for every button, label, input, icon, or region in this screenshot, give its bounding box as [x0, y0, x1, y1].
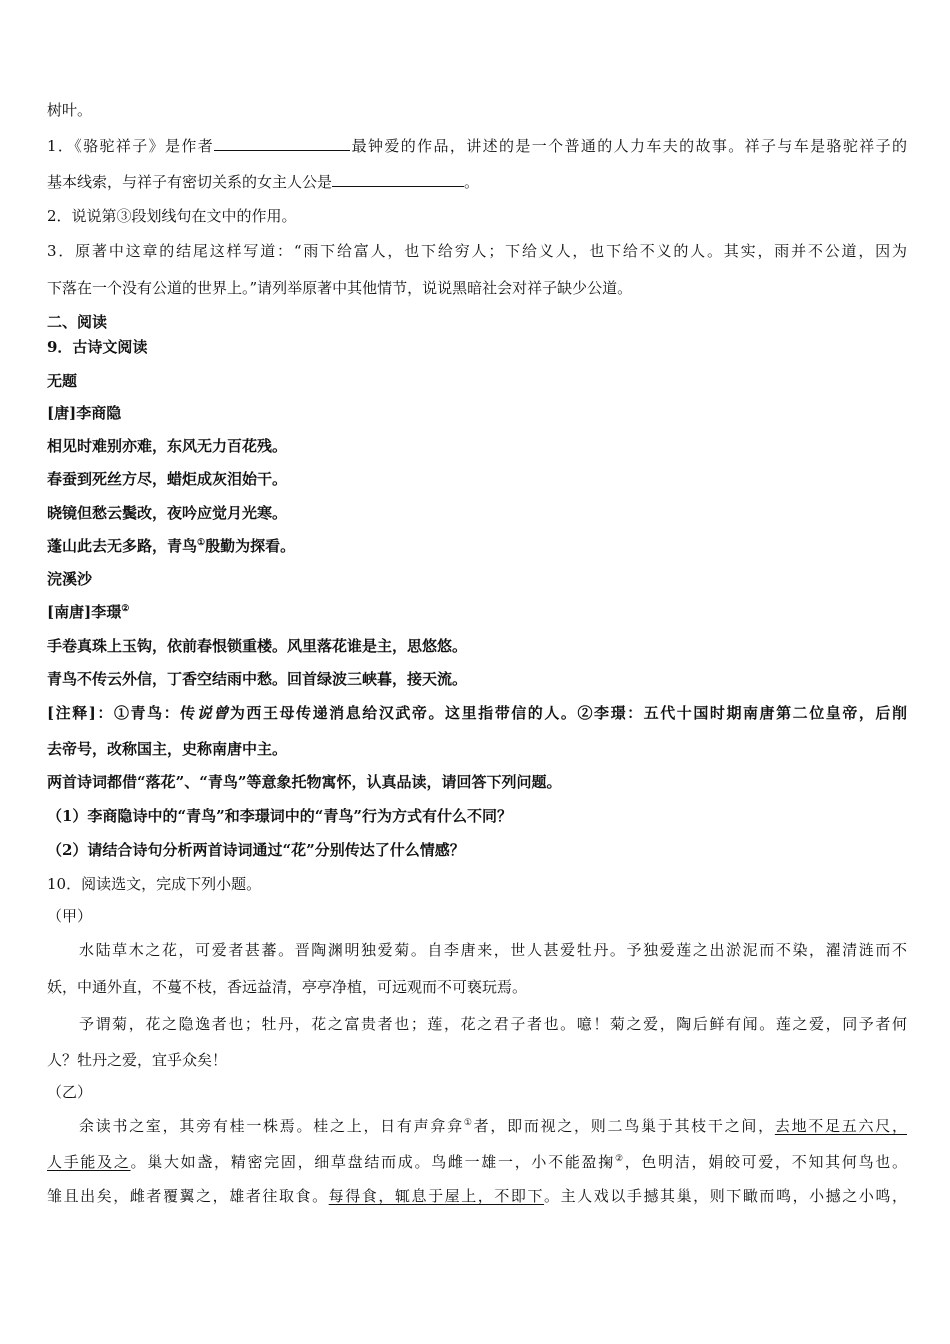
- passage-jia-p1-line2: 妖，中通外直，不蔓不枝，香远益清，亭亭净植，可远观而不可亵玩焉。: [47, 978, 528, 996]
- instruction: 两首诗词都借“落花”、“青鸟”等意象托物寓怀，认真品读，请回答下列问题。: [47, 773, 562, 791]
- poem1-line: 春蚕到死丝方尽，蜡炬成灰泪始干。: [47, 470, 288, 488]
- poem1-line: 晓镜但愁云鬓改，夜吟应觉月光寒。: [47, 504, 288, 522]
- poem1-line: 相见时难别亦难，东风无力百花残。: [47, 437, 288, 455]
- answer-blank-author[interactable]: [214, 136, 350, 151]
- passage-yi-line2: 人手能及之。巢大如盏，精密完固，细草盘结而成。鸟雌一雄一，小不能盈掬②，色明洁，娟皎可爱，不知其何鸟也。: [47, 1153, 907, 1171]
- passage-jia-p2-line1: 予谓菊，花之隐逸者也；牡丹，花之富贵者也；莲，花之君子者也。噫！菊之爱，陶后鲜有闻。莲之爱，同予者何: [79, 1015, 907, 1033]
- passage-yi-line1: 余读书之室，其旁有桂一株焉。桂之上，日有声弇弇①者，即而视之，则二鸟巢于其枝干之间，去地不足五六尺，: [79, 1117, 907, 1135]
- passage-yi-line3: 雏且出矣，雌者覆翼之，雄者往取食。每得食，辄息于屋上，不即下。主人戏以手撼其巢，则下瞰而鸣，小撼之小鸣，: [47, 1187, 907, 1205]
- q8-item3-line2: 下落在一个没有公道的世界上。”请列举原著中其他情节，说说黑暗社会对祥子缺少公道。: [47, 279, 633, 297]
- poem2-line: 青鸟不传云外信，丁香空结雨中愁。回首绿波三峡暮，接天流。: [47, 670, 468, 688]
- subquestion-1: （1）李商隐诗中的“青鸟”和李璟词中的“青鸟”行为方式有什么不同？: [47, 807, 512, 825]
- poem2-title: 浣溪沙: [47, 570, 93, 588]
- footnote-marker: ①: [463, 1118, 474, 1128]
- poem1-line: 蓬山此去无多路，青鸟①殷勤为探看。: [47, 537, 296, 555]
- footnote-marker: ②: [614, 1154, 625, 1164]
- underlined-sentence: 人手能及之: [47, 1153, 131, 1171]
- poem2-author: [南唐]李璟②: [47, 603, 130, 621]
- passage-yi-label: （乙）: [47, 1083, 93, 1101]
- passage-jia-p2-line2: 人？牡丹之爱，宜乎众矣！: [47, 1051, 228, 1069]
- underlined-sentence: 每得食，辄息于屋上，不即下: [328, 1187, 545, 1205]
- answer-blank-heroine[interactable]: [332, 172, 464, 187]
- poem1-title: 无题: [47, 372, 78, 390]
- footnote-marker: ②: [121, 604, 130, 614]
- passage-jia-label: （甲）: [47, 907, 93, 925]
- passage-jia-p1-line1: 水陆草木之花，可爱者甚蕃。晋陶渊明独爱菊。自李唐来，世人甚爱牡丹。予独爱莲之出淤泥而不染，濯清涟而不: [79, 941, 907, 959]
- q8-item2: 2．说说第③段划线句在文中的作用。: [47, 207, 297, 225]
- q8-tail: 树叶。: [47, 101, 93, 119]
- subquestion-2: （2）请结合诗句分析两首诗词通过“花”分别传达了什么情感？: [47, 841, 465, 859]
- footnote-marker: ①: [197, 538, 206, 548]
- poem2-line: 手卷真珠上玉钩，依前春恨锁重楼。风里落花谁是主，思悠悠。: [47, 637, 468, 655]
- annotation-line1: [注释]：①青鸟：传说曾为西王母传递消息给汉武帝。这里指带信的人。②李璟：五代十国时期南唐第二位皇帝，后削: [47, 704, 907, 722]
- underlined-sentence: 去地不足五六尺，: [774, 1117, 907, 1135]
- annotation-line2: 去帝号，改称国主，史称南唐中主。: [47, 740, 288, 758]
- section-heading: 二、阅读: [47, 313, 108, 331]
- q8-item3-line1: 3．原著中这章的结尾这样写道：“雨下给富人，也下给穷人；下给义人，也下给不义的人。其实，雨并不公道，因为: [47, 242, 907, 260]
- poem1-author: [唐]李商隐: [47, 404, 122, 422]
- q8-item1-line2: 基本线索，与祥子有密切关系的女主人公是 。: [47, 173, 480, 191]
- q10-title: 10．阅读选文，完成下列小题。: [47, 875, 262, 893]
- q8-item1-line1: 1．《骆驼祥子》是作者 最钟爱的作品，讲述的是一个普通的人力车夫的故事。祥子与车是骆驼祥子的: [47, 137, 907, 155]
- q9-title: 9．古诗文阅读: [47, 338, 148, 356]
